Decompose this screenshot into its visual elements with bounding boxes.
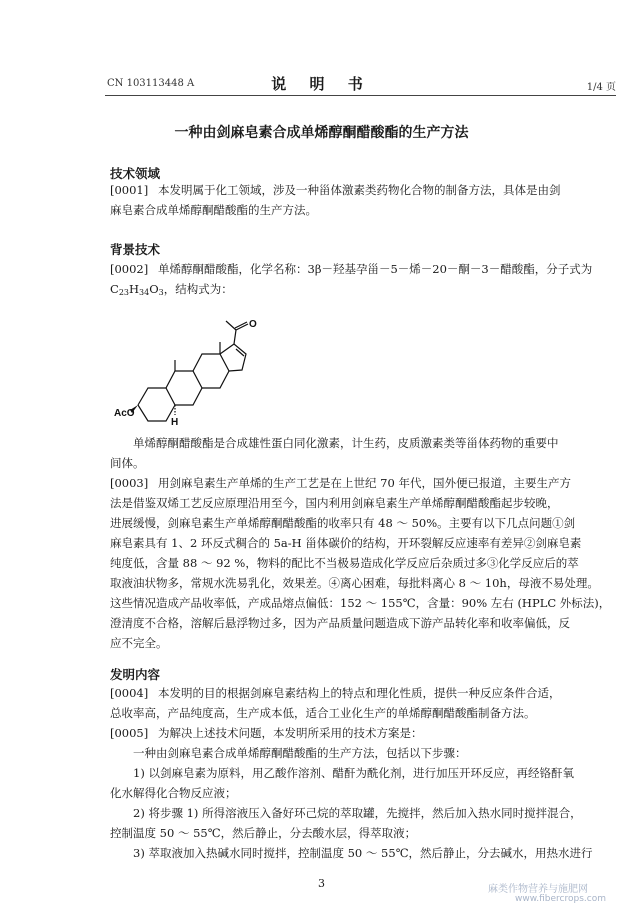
document-id: CN 103113448 A: [107, 78, 195, 89]
step-line: 2) 将步骤 1) 所得溶液压入备好环己烷的萃取罐，先搅拌，然后加入热水同时搅拌混合，: [133, 806, 582, 820]
paragraph-number: [0004]: [110, 686, 149, 700]
paragraph-0001-line: [110, 183, 615, 197]
step-line: 一种由剑麻皂素合成单烯醇酮醋酸酯的生产方法，包括以下步骤：: [133, 746, 467, 760]
step-line: 3) 萃取液加入热碱水同时搅拌，控制温度 50 ～ 55℃，然后静止，分去碱水，用热水进行: [133, 846, 593, 860]
paragraph-0004-line: 总收率高，产品纯度高，生产成本低，适合工业化生产的单烯醇酮醋酸酯制备方法。: [110, 706, 536, 720]
step-line: 化水解得化合物反应液；: [110, 786, 237, 800]
watermark-url: www.fibercrops.com: [515, 894, 606, 904]
paragraph-line: 单烯醇酮醋酸酯是合成雄性蛋白同化激素，计生药，皮质激素类等甾体药物的重要中: [133, 436, 559, 450]
formula-c-count: 23: [118, 288, 129, 297]
paragraph-0003-line: 澄清度不合格，溶解后悬浮物过多，因为产品质量问题造成下游产品转化率和收率偏低，反: [110, 616, 570, 630]
formula-h: H: [129, 282, 140, 296]
page-number: 3: [318, 877, 325, 890]
paragraph-0003-line: 这些情况造成产品收率低，产成品熔点偏低：152 ～ 155℃，含量：90% 左右 (HPLC 外标法)，: [110, 596, 611, 610]
formula-c: C: [110, 282, 119, 296]
paragraph-0003-line: [110, 476, 615, 490]
paragraph-number: [0005]: [110, 726, 149, 740]
formula-h-count: 34: [139, 288, 150, 297]
line-text: 单烯醇酮醋酸酯，化学名称：3β－羟基孕甾－5－烯－20－酮－3－醋酸酯，分子式为: [158, 262, 593, 276]
paragraph-number: [0002]: [110, 262, 149, 276]
line-text: 本发明的目的根据剑麻皂素结构上的特点和理化性质，提供一种反应条件合适，: [158, 686, 561, 700]
aco-label: AcO: [114, 408, 135, 419]
paragraph-0003-line: 进展缓慢，剑麻皂素生产单烯醇酮醋酸酯的收率只有 48 ～ 50%。主要有以下几点问题①剑: [110, 516, 576, 530]
paragraph-number: [0003]: [110, 476, 149, 490]
o-label: O: [249, 319, 257, 330]
paragraph-0003-line: 取液油状物多，常规水洗易乳化，效果差。④离心困难，每批料离心 8 ～ 10h，母液不易处理。: [110, 576, 599, 590]
page-indicator: 1/4 页: [586, 82, 616, 93]
line-text: 为解决上述技术问题，本发明所采用的技术方案是：: [158, 726, 423, 740]
section-heading-background: 背景技术: [110, 242, 161, 257]
structural-formula: [114, 318, 268, 428]
paragraph-0002-line: [110, 262, 615, 276]
paragraph-0004-line: [110, 686, 615, 700]
paragraph-0003-line: 纯度低，含量 88 ～ 92 %，物料的配比不当极易造成化学反应后杂质过多③化学反应后的萃: [110, 556, 579, 570]
header-rule: [105, 95, 616, 96]
watermark-text: 麻类作物营养与施肥网: [488, 884, 588, 895]
paragraph-0003-line: 法是借鉴双烯工艺反应原理沿用至今，国内利用剑麻皂素生产单烯醇酮醋酸酯起步较晚，: [110, 496, 559, 510]
paragraph-0003-line: 应不完全。: [110, 636, 168, 650]
header-section-title: 说 明 书: [271, 75, 372, 93]
line-text: 用剑麻皂素生产单烯的生产工艺是在上世纪 70 年代，国外便已报道，主要生产方: [158, 476, 571, 490]
paragraph-0001-line: 麻皂素合成单烯醇酮醋酸酯的生产方法。: [110, 203, 317, 217]
paragraph-0005-line: [110, 726, 615, 740]
line-text: ，结构式为：: [163, 282, 233, 296]
section-heading-tech-field: 技术领域: [110, 166, 161, 181]
paragraph-0003-line: 麻皂素具有 1、2 环反式稠合的 5a-H 甾体碳价的结构，开环裂解反应速率有差异②剑麻皂素: [110, 536, 582, 550]
molecular-formula-line: [110, 282, 615, 300]
h-label: H: [171, 417, 179, 428]
line-text: 本发明属于化工领域，涉及一种甾体激素类药物化合物的制备方法，具体是由剑: [158, 183, 561, 197]
section-heading-invention: 发明内容: [110, 667, 161, 682]
step-line: 1) 以剑麻皂素为原料，用乙酸作溶剂、醋酐为酰化剂，进行加压开环反应，再经铬酐氧: [133, 766, 574, 780]
step-line: 控制温度 50 ～ 55℃，然后静止，分去酸水层，得萃取液；: [110, 826, 417, 840]
formula-o-count: 3: [158, 288, 164, 297]
paragraph-line: 间体。: [110, 456, 145, 470]
paragraph-number: [0001]: [110, 183, 149, 197]
document-title: 一种由剑麻皂素合成单烯醇酮醋酸酯的生产方法: [174, 125, 469, 141]
formula-o: O: [149, 282, 159, 296]
